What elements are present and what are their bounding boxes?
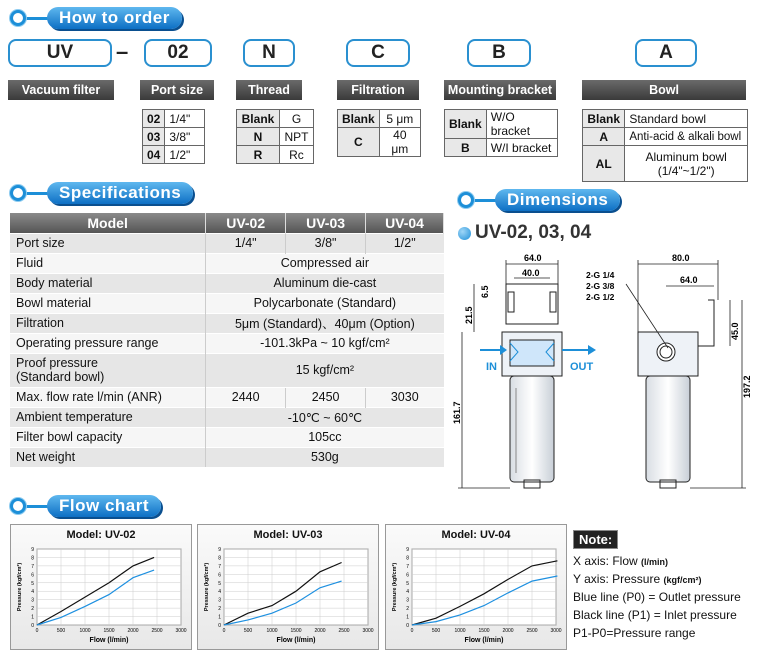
bullet-icon [10,185,26,201]
svg-text:2-G 1/2: 2-G 1/2 [586,292,615,302]
x-tick-label: 500 [431,628,441,634]
dimensions-header: Dimensions [458,188,620,212]
specifications-table: Model UV-02 UV-03 UV-04 Port size 1/4" 3/8" 1/2" Fluid Compressed air Body material Aluminum die-cast Bowl material Polycarbonate (Standard) Filtration 5μm (Standard)、40μm (Option) Operating pressure range -101.3kPa ~ 10 kgf/cm² Proof pressure (Standard bowl) 15 kgf/cm² Max. flow rate l/min (ANR) 2440 2450 3030 Ambient temperature -10℃ ~ 60℃ Filter bowl capacity 105cc Net weight 530g [10,213,444,467]
x-axis-label: Flow (l/min) [464,637,504,644]
y-tick-label: 6 [31,572,34,579]
svg-text:64.0: 64.0 [680,275,698,285]
x-tick-label: 1500 [290,628,302,634]
flow-chart-uv02: 0 1 2 3 4 5 6 7 8 9 0 500 1000 1500 2000 2500 3000 Flow (l/min) Pressure (kgf/cm²) Model: UV-02 [10,524,192,650]
y-tick-label: 0 [31,623,34,629]
note-black-line: Black line (P1) = Inlet pressure [573,608,737,622]
x-tick-label: 0 [35,628,39,634]
y-tick-label: 9 [406,547,409,553]
svg-text:IN: IN [486,361,497,373]
x-tick-label: 2000 [502,628,514,634]
y-tick-label: 3 [406,597,409,604]
y-tick-label: 6 [406,572,409,579]
y-tick-label: 4 [31,589,34,596]
filtration-table: Blank 5 μm C 40 μm [337,109,421,157]
x-tick-label: 0 [410,628,414,634]
label-bowl: Bowl [582,80,746,100]
x-tick-label: 500 [56,628,66,634]
note-blue-line: Blue line (P0) = Outlet pressure [573,590,741,604]
note-x-axis: X axis: Flow (l/min) [573,554,669,568]
specifications-header: Specifications [10,181,193,205]
side-bowl [646,376,690,482]
svg-text:45.0: 45.0 [730,322,740,340]
x-tick-label: 3000 [550,628,562,634]
y-tick-label: 9 [218,547,221,553]
code-filtration: C [346,39,410,67]
svg-text:21.5: 21.5 [464,306,474,324]
y-tick-label: 6 [218,572,221,579]
y-tick-label: 2 [218,606,221,613]
y-tick-label: 3 [31,597,34,604]
y-tick-label: 0 [218,623,221,629]
x-tick-label: 3000 [175,628,187,634]
y-tick-label: 8 [218,555,221,562]
svg-text:197.2: 197.2 [742,375,752,398]
flow-chart-header: Flow chart [10,494,161,518]
y-tick-label: 0 [406,623,409,629]
x-tick-label: 0 [222,628,226,634]
y-axis-label: Pressure (kgf/cm²) [204,562,210,612]
svg-text:80.0: 80.0 [672,253,690,263]
bowl-table: Blank Standard bowl A Anti-acid & alkali bowl AL Aluminum bowl (1/4"~1/2") [582,109,748,182]
y-tick-label: 4 [406,589,409,596]
y-tick-label: 8 [406,555,409,562]
bullet-icon [458,227,471,240]
port-size-table: 02 1/4" 03 3/8" 04 1/2" [142,109,205,164]
x-tick-label: 2500 [151,628,163,634]
bullet-icon [458,192,474,208]
svg-text:2-G 1/4: 2-G 1/4 [586,270,615,280]
bracket-table: Blank W/O bracket B W/I bracket [444,109,558,157]
svg-text:OUT: OUT [570,361,594,373]
label-port-size: Port size [140,80,214,100]
note-title: Note: [573,530,618,549]
label-vacuum-filter: Vacuum filter [8,80,114,100]
how-to-order-header: How to order [10,6,182,30]
y-tick-label: 9 [31,547,34,553]
label-thread: Thread [236,80,302,100]
filter-bowl [510,376,554,482]
y-tick-label: 8 [31,555,34,562]
y-tick-label: 4 [218,589,221,596]
svg-text:2-G 3/8: 2-G 3/8 [586,281,615,291]
note-y-axis: Y axis: Pressure (kgf/cm²) [573,572,702,586]
flow-chart-uv03: 0 1 2 3 4 5 6 7 8 9 0 500 1000 1500 2000 2500 3000 Flow (l/min) Pressure (kgf/cm²) Model: UV-03 [197,524,379,650]
label-filtration: Filtration [337,80,419,100]
svg-text:161.7: 161.7 [452,401,462,424]
x-tick-label: 1000 [266,628,278,634]
x-tick-label: 1000 [79,628,91,634]
code-thread: N [243,39,295,67]
y-tick-label: 3 [218,597,221,604]
x-tick-label: 1500 [478,628,490,634]
x-tick-label: 2500 [526,628,538,634]
flow-chart-uv04: 0 1 2 3 4 5 6 7 8 9 0 500 1000 1500 2000 2500 3000 Flow (l/min) Pressure (kgf/cm²) Model: UV-04 [385,524,567,650]
x-axis-label: Flow (l/min) [89,637,129,644]
dimensions-title: UV-02, 03, 04 [458,222,591,244]
x-tick-label: 1500 [103,628,115,634]
svg-text:40.0: 40.0 [522,268,540,278]
x-tick-label: 3000 [362,628,374,634]
y-tick-label: 5 [406,580,409,587]
x-tick-label: 2000 [127,628,139,634]
y-tick-label: 7 [406,563,409,570]
code-dash: – [116,39,129,64]
label-mounting-bracket: Mounting bracket [444,80,556,100]
y-tick-label: 2 [31,606,34,613]
y-tick-label: 5 [218,580,221,587]
bullet-icon [10,10,26,26]
y-axis-label: Pressure (kgf/cm²) [17,562,23,612]
x-tick-label: 2500 [338,628,350,634]
y-axis-label: Pressure (kgf/cm²) [392,562,398,612]
x-tick-label: 2000 [314,628,326,634]
code-bracket: B [467,39,531,67]
y-tick-label: 1 [31,614,34,621]
svg-text:6.5: 6.5 [480,285,490,298]
dimension-drawing [450,248,755,498]
code-port: 02 [144,39,212,67]
bullet-icon [10,498,26,514]
x-tick-label: 500 [243,628,253,634]
y-tick-label: 5 [31,580,34,587]
y-tick-label: 1 [406,614,409,621]
note-pressure-range: P1-P0=Pressure range [573,626,696,640]
svg-text:64.0: 64.0 [524,253,542,263]
x-axis-label: Flow (l/min) [276,637,316,644]
y-tick-label: 7 [218,563,221,570]
x-tick-label: 1000 [454,628,466,634]
y-tick-label: 7 [31,563,34,570]
thread-table: Blank G N NPT R Rc [236,109,314,164]
y-tick-label: 2 [406,606,409,613]
code-bowl: A [635,39,697,67]
y-tick-label: 1 [218,614,221,621]
code-series: UV [8,39,112,67]
